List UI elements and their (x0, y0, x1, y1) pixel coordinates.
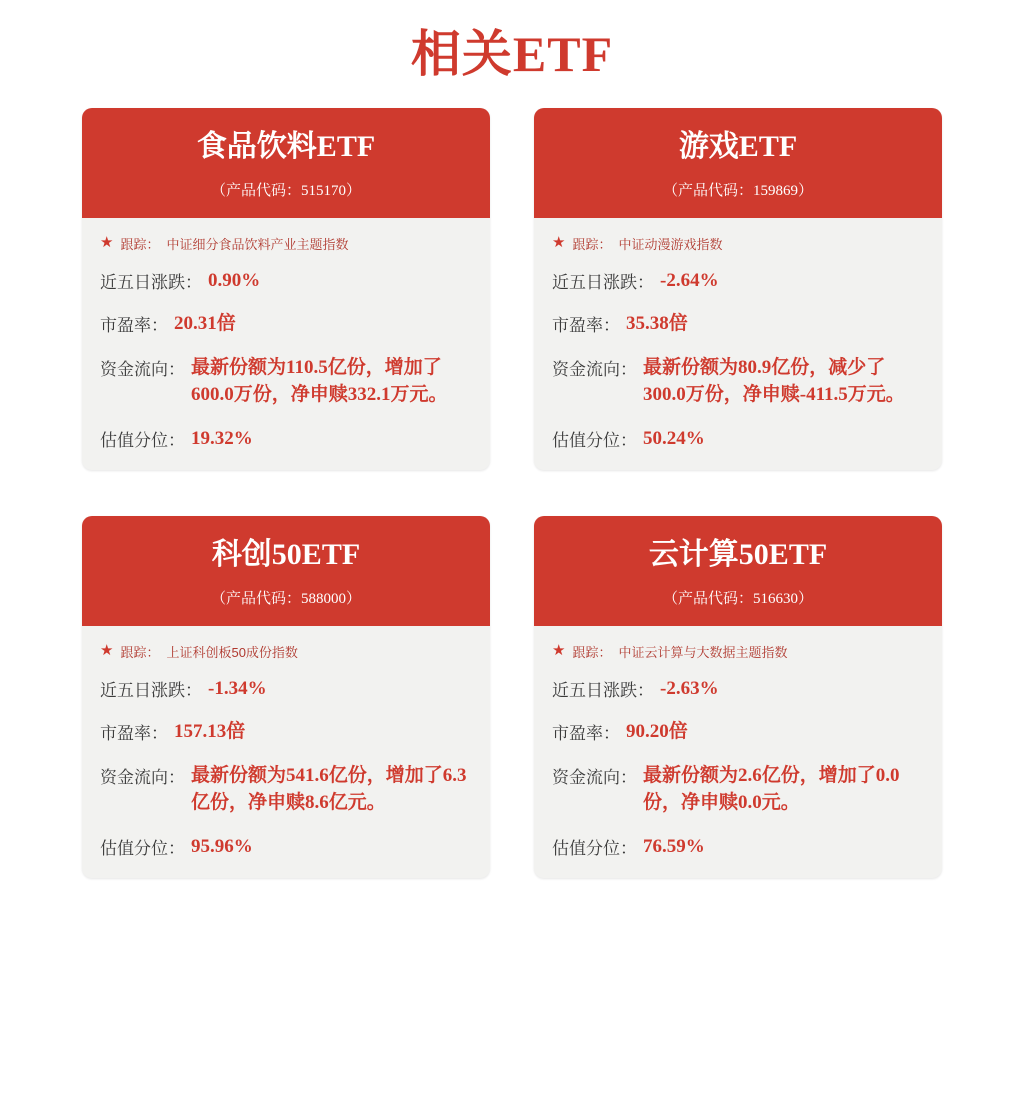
etf-name: 云计算50ETF (648, 538, 828, 572)
etf-valuation-row (100, 833, 472, 861)
etf-valuation-value: 95.96% (191, 835, 253, 857)
etf-valuation-row (552, 833, 924, 861)
etf-valuation-label: 估值分位： (552, 430, 637, 450)
etf-card[interactable] (534, 516, 942, 878)
etf-pe-row (100, 718, 472, 746)
etf-five-day-value: -2.64% (660, 269, 719, 291)
etf-five-day-row (100, 675, 472, 703)
etf-code: （产品代码：588000） (210, 590, 361, 607)
etf-valuation-label: 估值分位： (100, 838, 185, 858)
etf-track-index: 中证云计算与大数据主题指数 (618, 644, 788, 660)
etf-pe-row (552, 310, 924, 338)
etf-five-day-value: -2.63% (660, 677, 719, 699)
etf-flow-label: 资金流向： (100, 767, 185, 787)
etf-flow-row (100, 354, 472, 409)
etf-valuation-value: 19.32% (191, 427, 253, 449)
etf-flow-value: 最新份额为2.6亿份，增加了0.0份，净申赎0.0元。 (643, 764, 900, 814)
etf-pe-value: 35.38倍 (626, 313, 688, 335)
etf-card-header (534, 108, 942, 218)
etf-five-day-row (552, 267, 924, 295)
etf-pe-label: 市盈率： (552, 724, 620, 744)
etf-pe-row (100, 310, 472, 338)
etf-name: 科创50ETF (211, 538, 361, 572)
etf-track-label: 跟踪： (572, 236, 612, 252)
etf-track-row (100, 642, 472, 661)
etf-pe-label: 市盈率： (100, 724, 168, 744)
etf-valuation-value: 76.59% (643, 835, 705, 857)
etf-flow-label: 资金流向： (552, 359, 637, 379)
etf-valuation-label: 估值分位： (552, 838, 637, 858)
etf-track-label: 跟踪： (572, 644, 612, 660)
etf-track-row (100, 234, 472, 253)
etf-code: （产品代码：159869） (662, 182, 813, 199)
star-icon: ★ (552, 642, 566, 659)
etf-track-index: 上证科创板50成份指数 (166, 644, 298, 660)
etf-flow-label: 资金流向： (552, 767, 637, 787)
etf-valuation-row (100, 425, 472, 453)
etf-flow-row (552, 354, 924, 409)
star-icon: ★ (100, 642, 114, 659)
etf-flow-row (552, 762, 924, 817)
etf-five-day-value: 0.90% (208, 269, 261, 291)
etf-five-day-value: -1.34% (208, 677, 267, 699)
etf-card-body (534, 626, 942, 879)
etf-card[interactable] (534, 108, 942, 470)
etf-five-day-label: 近五日涨跌： (100, 272, 202, 292)
etf-track-label: 跟踪： (120, 644, 160, 660)
etf-valuation-label: 估值分位： (100, 430, 185, 450)
etf-card-header (82, 516, 490, 626)
etf-five-day-label: 近五日涨跌： (100, 680, 202, 700)
etf-flow-value: 最新份额为80.9亿份，减少了300.0万份，净申赎-411.5万元。 (643, 356, 905, 406)
etf-code: （产品代码：516630） (662, 590, 813, 607)
etf-card-header (82, 108, 490, 218)
etf-flow-value: 最新份额为541.6亿份，增加了6.3亿份，净申赎8.6亿元。 (191, 764, 467, 814)
etf-card-body (534, 218, 942, 471)
etf-track-index: 中证细分食品饮料产业主题指数 (166, 236, 349, 252)
etf-name: 游戏ETF (678, 130, 798, 163)
etf-five-day-row (100, 267, 472, 295)
etf-page (0, 14, 1024, 898)
etf-valuation-row (552, 425, 924, 453)
etf-track-index: 中证动漫游戏指数 (618, 236, 723, 252)
etf-card[interactable] (82, 108, 490, 470)
etf-pe-value: 20.31倍 (174, 313, 236, 335)
etf-card-body (82, 218, 490, 471)
etf-track-label: 跟踪： (120, 236, 160, 252)
etf-pe-row (552, 718, 924, 746)
etf-five-day-row (552, 675, 924, 703)
etf-flow-row (100, 762, 472, 817)
etf-card-body (82, 626, 490, 879)
etf-pe-value: 90.20倍 (626, 721, 688, 743)
etf-pe-label: 市盈率： (552, 316, 620, 336)
etf-track-row (552, 642, 924, 661)
etf-flow-label: 资金流向： (100, 359, 185, 379)
star-icon: ★ (100, 234, 114, 251)
etf-name: 食品饮料ETF (196, 130, 376, 163)
etf-card[interactable] (82, 516, 490, 878)
etf-card-header (534, 516, 942, 626)
etf-flow-value: 最新份额为110.5亿份，增加了600.0万份，净申赎332.1万元。 (191, 356, 448, 406)
etf-pe-value: 157.13倍 (174, 721, 246, 743)
page-title: 相关ETF (410, 26, 614, 82)
etf-card-grid (0, 108, 1024, 878)
etf-pe-label: 市盈率： (100, 316, 168, 336)
etf-five-day-label: 近五日涨跌： (552, 680, 654, 700)
etf-five-day-label: 近五日涨跌： (552, 272, 654, 292)
star-icon: ★ (552, 234, 566, 251)
etf-track-row (552, 234, 924, 253)
etf-code: （产品代码：515170） (210, 182, 361, 199)
etf-valuation-value: 50.24% (643, 427, 705, 449)
